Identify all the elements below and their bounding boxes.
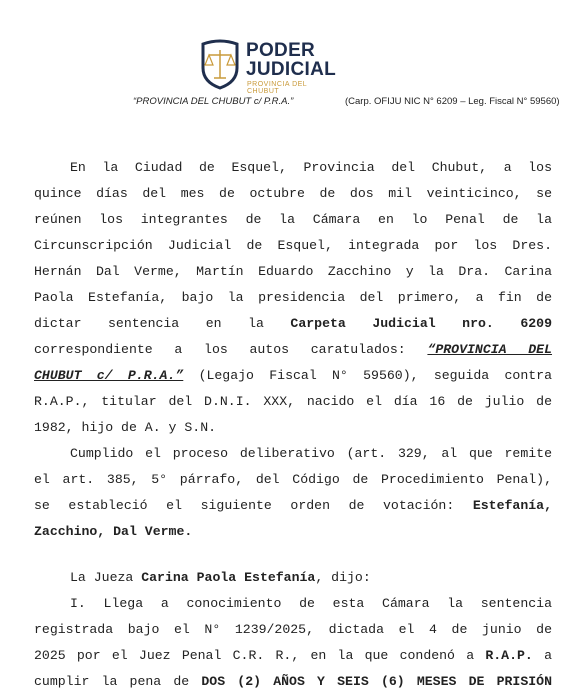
text-run: correspondiente a los autos caratulados: bbox=[34, 342, 428, 357]
logo-line-2: JUDICIAL bbox=[246, 59, 337, 80]
paragraph-1-line-10: R.A.P., titular del D.N.I. XXX, nacido el día 16 de julio de bbox=[34, 394, 552, 409]
paragraph-3-line-1 bbox=[34, 567, 552, 588]
case-title: “PROVINCIA DEL CHUBUT c/ P.R.A.” bbox=[133, 96, 294, 107]
paragraph-1-line-3: reúnen los integrantes de la Cámara en lo Penal de la bbox=[34, 212, 552, 227]
text-run: a bbox=[532, 648, 552, 663]
text-run: dictar sentencia en la bbox=[34, 316, 291, 331]
carpeta-judicial-number: Carpeta Judicial nro. 6209 bbox=[290, 316, 552, 331]
text-run: (Legajo Fiscal N° 59560), seguida contra bbox=[183, 368, 552, 383]
paragraph-2-line-2: el art. 385, 5° párrafo, del Código de Procedimiento Penal), bbox=[34, 472, 552, 487]
paragraph-1-line-9 bbox=[34, 365, 552, 386]
scales-of-justice-shield-icon bbox=[200, 38, 240, 90]
paragraph-4-line-1: I. Llega a conocimiento de esta Cámara la sentencia bbox=[70, 596, 552, 611]
paragraph-1-line-4: Circunscripción Judicial de Esquel, integrada por los Dres. bbox=[34, 238, 552, 253]
paragraph-2-line-1: Cumplido el proceso deliberativo (art. 329, al que remite bbox=[70, 446, 552, 461]
text-run: se estableció el siguiente orden de votación: bbox=[34, 498, 473, 513]
judge-name: Carina Paola Estefanía bbox=[141, 570, 316, 585]
poder-judicial-logo bbox=[200, 38, 340, 94]
case-reference: (Carp. OFIJU NIC N° 6209 – Leg. Fiscal N° 59560) bbox=[345, 96, 560, 107]
case-caption-part-2: CHUBUT c/ P.R.A.” bbox=[34, 368, 184, 383]
paragraph-4-line-2: registrada bajo el N° 1239/2025, dictada el 4 de junio de bbox=[34, 622, 552, 637]
paragraph-1-line-1: En la Ciudad de Esquel, Provincia del Chubut, a los bbox=[70, 160, 552, 175]
voting-order-rest: Zacchino, Dal Verme. bbox=[34, 524, 193, 539]
sentence-duration: DOS (2) AÑOS Y SEIS (6) MESES DE PRISIÓN bbox=[201, 674, 552, 689]
defendant-initials: R.A.P. bbox=[485, 648, 533, 663]
paragraph-1-line-6: Paola Estefanía, bajo la presidencia del primero, a fin de bbox=[34, 290, 552, 305]
paragraph-1-line-7 bbox=[34, 313, 552, 334]
text-run: cumplir la pena de bbox=[34, 674, 202, 689]
voting-order-first: Estefanía, bbox=[472, 498, 552, 513]
case-caption-part-1: “PROVINCIA DEL bbox=[427, 342, 553, 357]
paragraph-4-line-3 bbox=[34, 645, 552, 666]
paragraph-1-line-8 bbox=[34, 339, 552, 360]
paragraph-2-line-3 bbox=[34, 495, 552, 516]
paragraph-4-line-4 bbox=[34, 671, 552, 692]
text-run: , dijo: bbox=[315, 570, 371, 585]
text-run: La Jueza bbox=[70, 570, 142, 585]
logo-line-1: PODER bbox=[246, 40, 316, 61]
paragraph-1-line-5: Hernán Dal Verme, Martín Eduardo Zacchino y la Dra. Carina bbox=[34, 264, 552, 279]
paragraph-1-line-11: 1982, hijo de A. y S.N. bbox=[34, 420, 217, 435]
text-run: 2025 por el Juez Penal C.R. R., en la que condenó a bbox=[34, 648, 486, 663]
paragraph-2-line-4 bbox=[34, 521, 552, 542]
logo-subtitle: PROVINCIA DEL CHUBUT bbox=[247, 81, 307, 95]
paragraph-1-line-2: quince días del mes de octubre de dos mil veinticinco, se bbox=[34, 186, 552, 201]
